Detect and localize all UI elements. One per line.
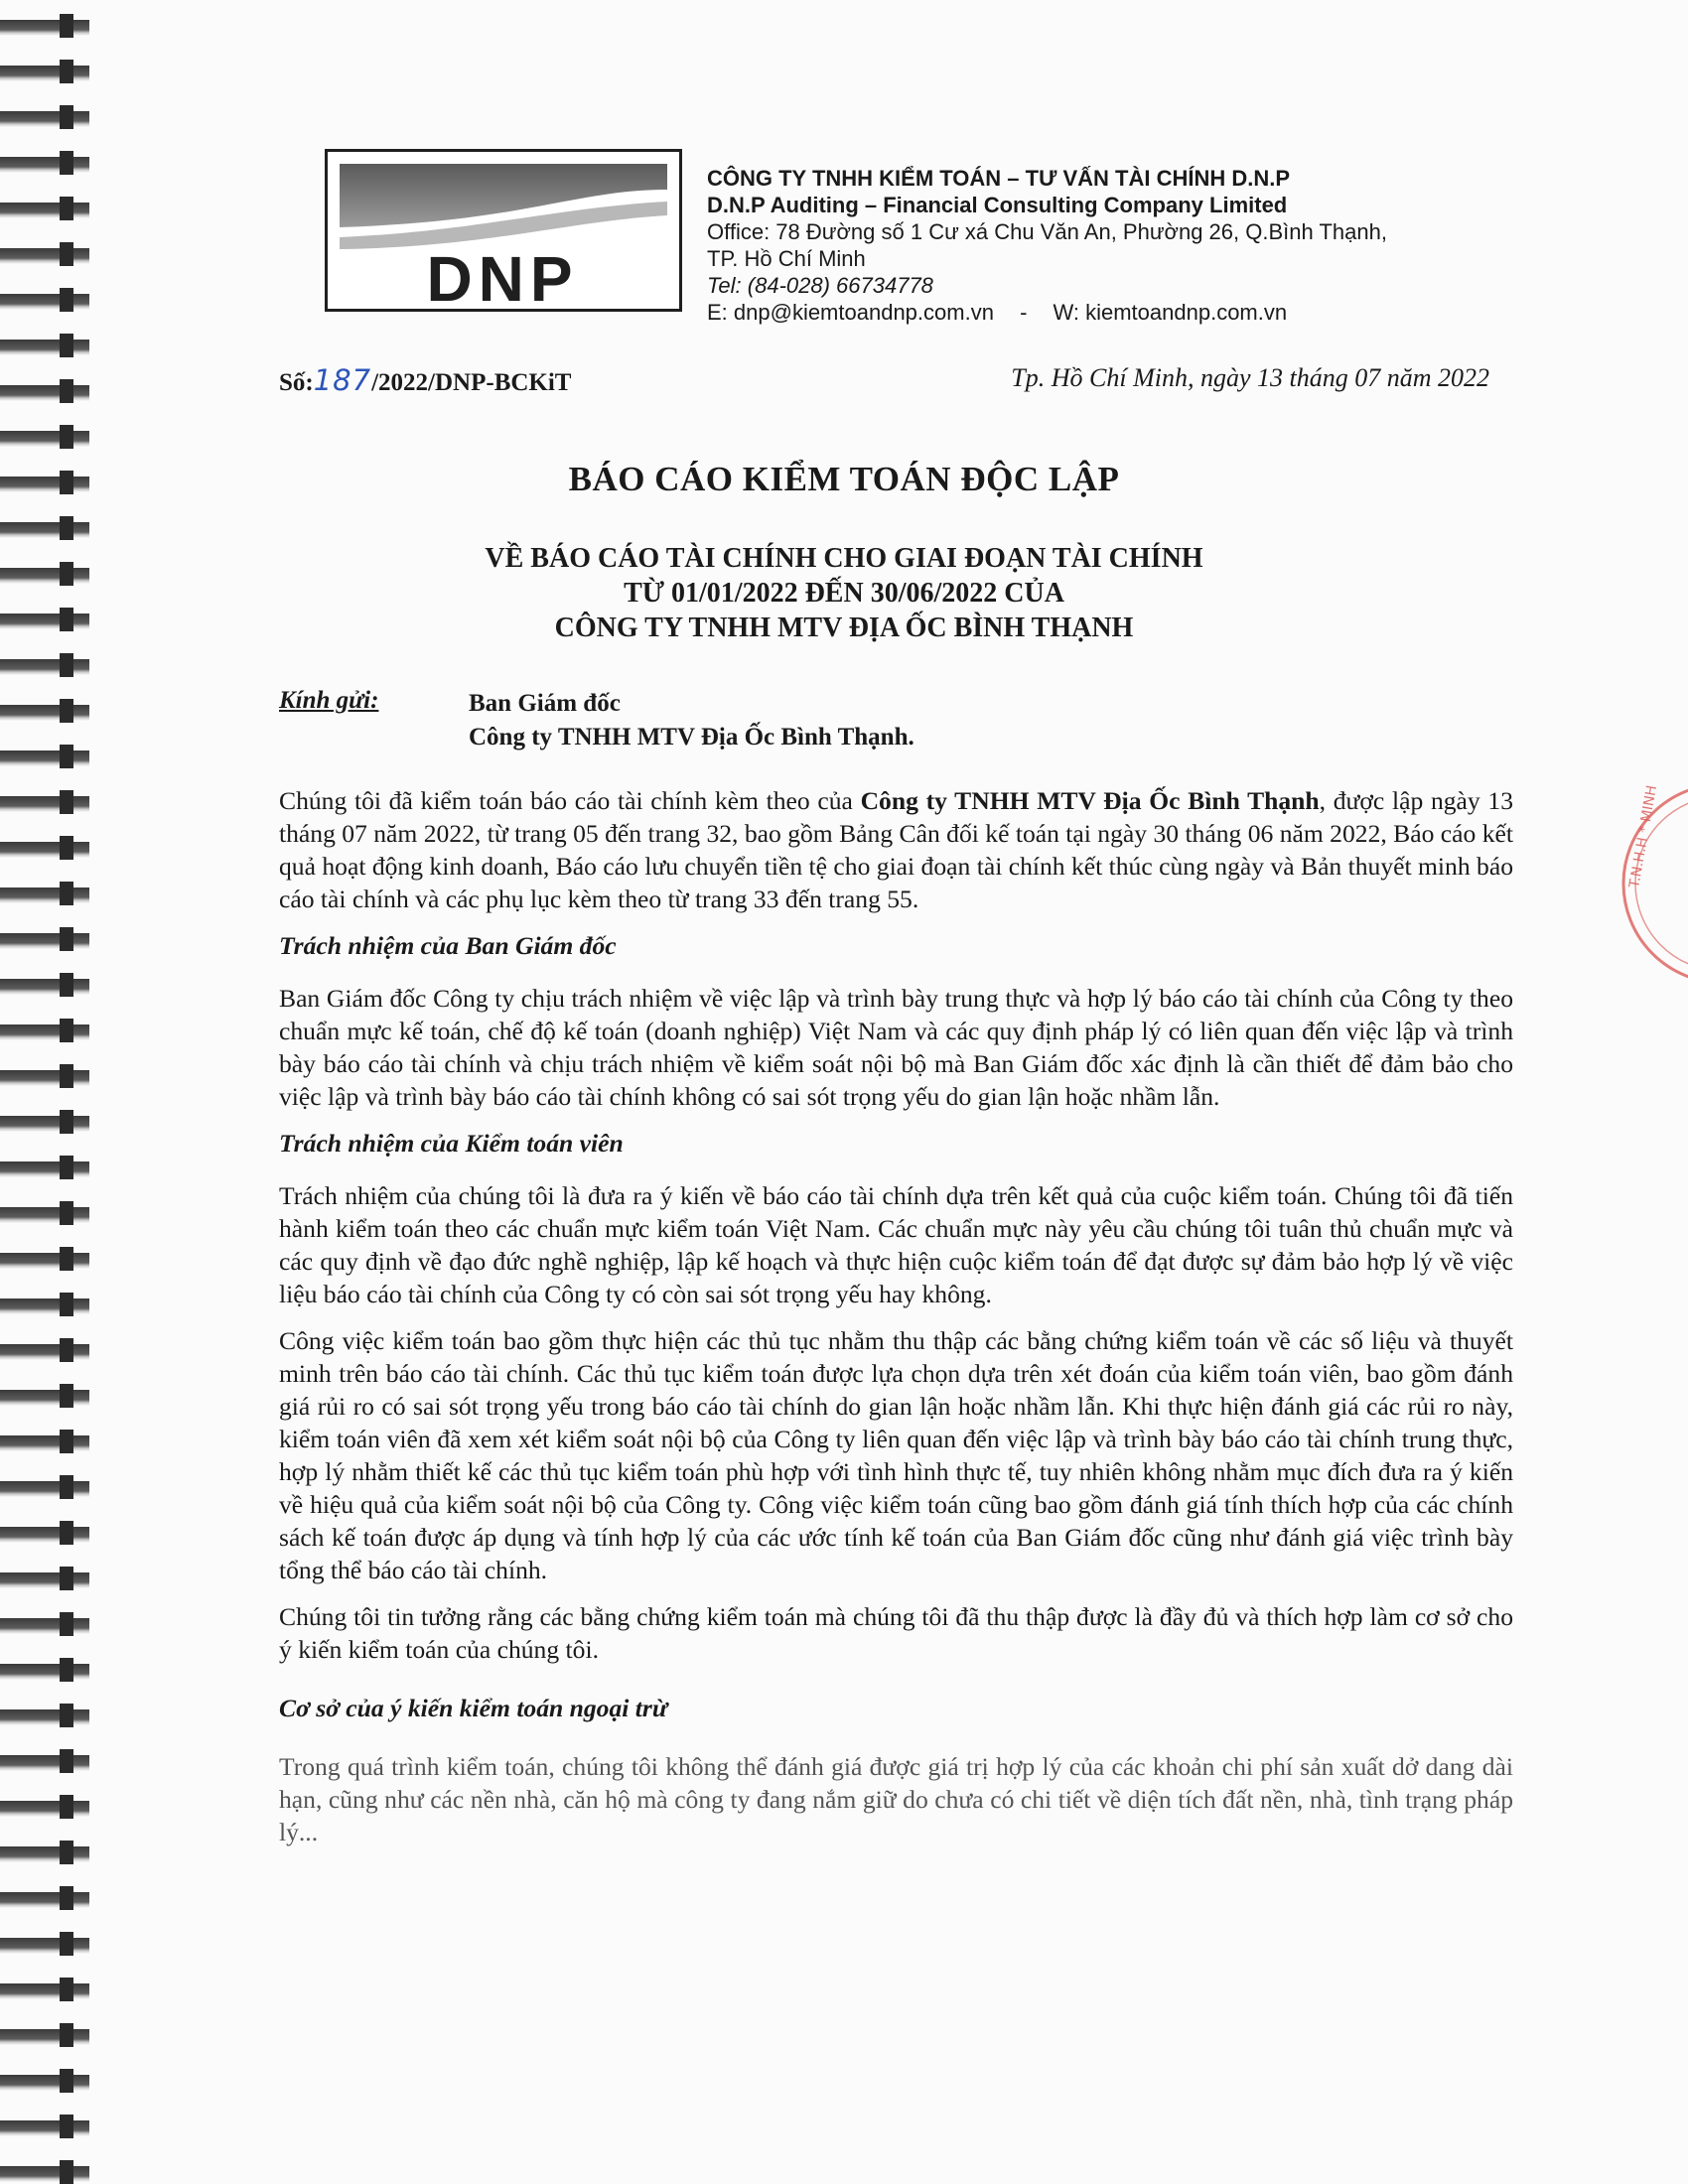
stamp-text: T.N.H.H * MINH — [1626, 783, 1661, 889]
telephone: Tel: (84-028) 66734778 — [707, 273, 933, 298]
intro-text-2: , được lập ngày 13 tháng 07 năm 2022, từ trang 05 đến trang 32, bao gồm Bảng Cân đối kế toán tại ngày 30 tháng 06 năm 2022, Báo cáo kết quả hoạt động kinh doanh, Báo cáo lưu chuyển tiền tệ cho giai đoạn tài chính kết thúc cùng ngày và Bản thuyết minh báo cáo tài chính và các phụ lục kèm theo từ trang 33 đến trang 55. — [279, 786, 1513, 913]
dnp-logo — [325, 149, 682, 312]
company-name-vi: CÔNG TY TNHH KIỂM TOÁN – TƯ VẤN TÀI CHÍNH D.N.P — [707, 166, 1291, 191]
auditor-paragraph-1: Trách nhiệm của chúng tôi là đưa ra ý kiến về báo cáo tài chính dựa trên kết quả của cuộc kiểm toán. Chúng tôi đã tiến hành kiểm toán theo các chuẩn mực kiểm toán Việt Nam. Các chuẩn mực này yêu cầu chúng tôi tuân thủ chuẩn mực và các quy định về đạo đức nghề nghiệp, lập kế hoạch và thực hiện cuộc kiểm toán để đạt được sự đảm bảo hợp lý về việc liệu báo cáo tài chính của Công ty có còn sai sót trọng yếu hay không. — [279, 1181, 1513, 1308]
handwritten-number: 187 — [313, 363, 372, 397]
reference-prefix: Số: — [279, 369, 314, 396]
report-body — [279, 784, 1513, 1862]
website: W: kiemtoandnp.com.vn — [1053, 300, 1288, 325]
intro-paragraph — [279, 784, 1513, 915]
recipient-company: Công ty TNHH MTV Địa Ốc Bình Thạnh. — [469, 724, 914, 751]
management-paragraph: Ban Giám đốc Công ty chịu trách nhiệm về việc lập và trình bày trung thực và hợp lý báo cáo tài chính của Công ty theo chuẩn mực kế toán, chế độ kế toán (doanh nghiệp) Việt Nam và các quy định pháp lý có liên quan đến việc lập và trình bày báo cáo tài chính và chịu trách nhiệm về kiểm soát nội bộ mà Ban Giám đốc xác định là cần thiết để đảm bảo cho việc lập và trình bày báo cáo tài chính không có sai sót trọng yếu do gian lận hoặc nhầm lẫn. — [279, 984, 1513, 1111]
report-subtitle — [0, 541, 1688, 645]
office-address-line2: TP. Hồ Chí Minh — [707, 246, 866, 271]
spiral-binding — [0, 0, 89, 2184]
intro-company: Công ty TNHH MTV Địa Ốc Bình Thạnh — [860, 786, 1320, 815]
subtitle-line2: TỪ 01/01/2022 ĐẾN 30/06/2022 CỦA — [624, 578, 1064, 609]
office-address-line1: Office: 78 Đường số 1 Cư xá Chu Văn An, Phường 26, Q.Bình Thạnh, — [707, 219, 1387, 244]
report-title: BÁO CÁO KIỂM TOÁN ĐỘC LẬP — [568, 460, 1120, 498]
greeting-label: Kính gửi: — [279, 687, 379, 714]
contact-line — [707, 299, 1501, 326]
reference-number — [279, 363, 572, 397]
management-heading: Trách nhiệm của Ban Giám đốc — [279, 931, 617, 960]
reference-suffix: /2022/DNP-BCKiT — [371, 369, 572, 396]
auditor-heading: Trách nhiệm của Kiểm toán viên — [279, 1129, 624, 1158]
subtitle-line3: CÔNG TY TNHH MTV ĐỊA ỐC BÌNH THẠNH — [554, 613, 1134, 643]
auditor-paragraph-2: Công việc kiểm toán bao gồm thực hiện các thủ tục nhằm thu thập các bằng chứng kiểm toán về các số liệu và thuyết minh trên báo cáo tài chính. Các thủ tục kiểm toán được lựa chọn dựa trên xét đoán của kiểm toán viên, bao gồm đánh giá rủi ro có sai sót trọng yếu trong báo cáo tài chính do gian lận hoặc nhầm lẫn. Khi thực hiện đánh giá các rủi ro này, kiểm toán viên đã xem xét kiểm soát nội bộ của Công ty liên quan đến việc lập và trình bày báo cáo tài chính trung thực, hợp lý nhằm thiết kế các thủ tục kiểm toán phù hợp với tình hình thực tế, tuy nhiên không nhằm mục đích đưa ra ý kiến về hiệu quả của kiểm soát nội bộ của Công ty. Công việc kiểm toán cũng bao gồm đánh giá tính thích hợp của các chính sách kế toán được áp dụng và tính hợp lý của các ước tính kế toán của Ban Giám đốc cũng như đánh giá việc trình bày tổng thể báo cáo tài chính. — [279, 1326, 1513, 1584]
qualified-opinion-heading: Cơ sở của ý kiến kiểm toán ngoại trừ — [279, 1694, 668, 1722]
greeting-recipients — [469, 687, 914, 754]
intro-text-1: Chúng tôi đã kiểm toán báo cáo tài chính kèm theo của — [279, 786, 861, 815]
logo-text: DNP — [426, 243, 579, 309]
email: E: dnp@kiemtoandnp.com.vn — [707, 300, 994, 325]
contact-separator: - — [1020, 300, 1028, 325]
date-line: Tp. Hồ Chí Minh, ngày 13 tháng 07 năm 2022 — [1011, 363, 1489, 392]
qualified-opinion-paragraph: Trong quá trình kiểm toán, chúng tôi không thể đánh giá được giá trị hợp lý của các khoản chi phí sản xuất dở dang dài hạn, cũng như các nền nhà, căn hộ mà công ty đang nắm giữ do chưa có chi tiết về diện tích đất nền, nhà, tình trạng pháp lý... — [279, 1752, 1513, 1846]
subtitle-line1: VỀ BÁO CÁO TÀI CHÍNH CHO GIAI ĐOẠN TÀI CHÍNH — [485, 543, 1203, 574]
auditor-paragraph-3: Chúng tôi tin tưởng rằng các bằng chứng kiểm toán mà chúng tôi đã thu thập được là đầy đủ và thích hợp làm cơ sở cho ý kiến kiểm toán của chúng tôi. — [279, 1602, 1513, 1664]
company-stamp — [1609, 764, 1688, 1003]
company-header — [707, 165, 1501, 326]
recipient-board: Ban Giám đốc — [469, 690, 621, 717]
company-name-en: D.N.P Auditing – Financial Consulting Company Limited — [707, 193, 1288, 217]
